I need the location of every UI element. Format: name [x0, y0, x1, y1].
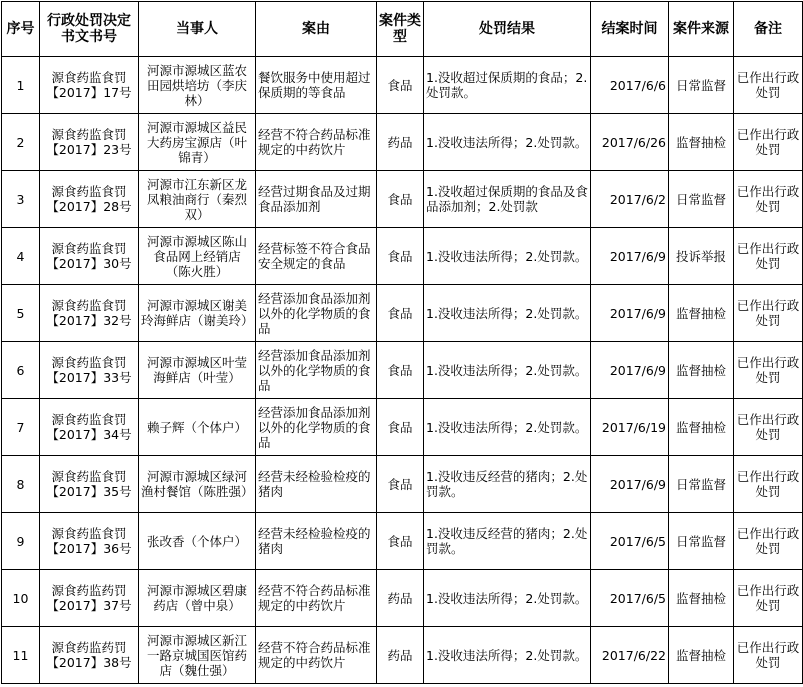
cell-doc-no: 源食药监食罚【2017】30号	[40, 228, 139, 285]
cell-cause: 经营未经检验检疫的猪肉	[256, 513, 377, 570]
cell-note: 已作出行政处罚	[734, 285, 803, 342]
cell-case-type: 药品	[377, 570, 424, 627]
cell-date: 2017/6/5	[591, 570, 669, 627]
table-row	[2, 456, 803, 513]
cell-source: 监督抽检	[669, 114, 734, 171]
cell-note: 已作出行政处罚	[734, 114, 803, 171]
cell-no: 11	[2, 627, 40, 684]
cell-doc-no: 源食药监食罚【2017】34号	[40, 399, 139, 456]
cell-no: 7	[2, 399, 40, 456]
cell-party: 赖子辉（个体户）	[139, 399, 256, 456]
cell-case-type: 食品	[377, 513, 424, 570]
cell-source: 监督抽检	[669, 285, 734, 342]
cell-cause: 经营未经检验检疫的猪肉	[256, 456, 377, 513]
cell-source: 日常监督	[669, 513, 734, 570]
cell-note: 已作出行政处罚	[734, 228, 803, 285]
cell-doc-no: 源食药监食罚【2017】17号	[40, 57, 139, 114]
cell-date: 2017/6/19	[591, 399, 669, 456]
cell-result: 1.没收违法所得；2.处罚款。	[424, 399, 591, 456]
cell-cause: 经营添加食品添加剂以外的化学物质的食品	[256, 399, 377, 456]
cell-case-type: 药品	[377, 627, 424, 684]
header-case-type: 案件类型	[377, 2, 424, 57]
cell-result: 1.没收违法所得；2.处罚款。	[424, 342, 591, 399]
cell-case-type: 食品	[377, 399, 424, 456]
header-result: 处罚结果	[424, 2, 591, 57]
cell-note: 已作出行政处罚	[734, 57, 803, 114]
table-row	[2, 342, 803, 399]
cell-party: 张改香（个体户）	[139, 513, 256, 570]
cell-cause: 经营过期食品及过期食品添加剂	[256, 171, 377, 228]
header-cause: 案由	[256, 2, 377, 57]
header-doc-no: 行政处罚决定书文书号	[40, 2, 139, 57]
cell-date: 2017/6/6	[591, 57, 669, 114]
cell-note: 已作出行政处罚	[734, 456, 803, 513]
table-row	[2, 399, 803, 456]
header-party: 当事人	[139, 2, 256, 57]
table-row	[2, 171, 803, 228]
cell-source: 日常监督	[669, 57, 734, 114]
cell-date: 2017/6/22	[591, 627, 669, 684]
header-no: 序号	[2, 2, 40, 57]
header-date: 结案时间	[591, 2, 669, 57]
cell-party: 河源市源城区碧康药店（曾中泉）	[139, 570, 256, 627]
cell-no: 10	[2, 570, 40, 627]
cell-doc-no: 源食药监食罚【2017】23号	[40, 114, 139, 171]
cell-doc-no: 源食药监药罚【2017】37号	[40, 570, 139, 627]
cell-note: 已作出行政处罚	[734, 399, 803, 456]
cell-note: 已作出行政处罚	[734, 171, 803, 228]
table-row	[2, 57, 803, 114]
cell-party: 河源市源城区陈山食品网上经销店（陈火胜）	[139, 228, 256, 285]
cell-note: 已作出行政处罚	[734, 513, 803, 570]
table-row	[2, 627, 803, 684]
cell-doc-no: 源食药监食罚【2017】32号	[40, 285, 139, 342]
cell-date: 2017/6/2	[591, 171, 669, 228]
cell-party: 河源市源城区叶莹海鲜店（叶莹）	[139, 342, 256, 399]
table-row	[2, 114, 803, 171]
cell-note: 已作出行政处罚	[734, 342, 803, 399]
cell-doc-no: 源食药监食罚【2017】28号	[40, 171, 139, 228]
cell-cause: 餐饮服务中使用超过保质期的等食品	[256, 57, 377, 114]
table-row	[2, 228, 803, 285]
cell-case-type: 药品	[377, 114, 424, 171]
cell-result: 1.没收违法所得；2.处罚款。	[424, 627, 591, 684]
cell-cause: 经营不符合药品标准规定的中药饮片	[256, 570, 377, 627]
table-header	[2, 2, 803, 57]
cell-doc-no: 源食药监食罚【2017】35号	[40, 456, 139, 513]
cell-source: 日常监督	[669, 171, 734, 228]
cell-note: 已作出行政处罚	[734, 570, 803, 627]
cell-case-type: 食品	[377, 342, 424, 399]
table-body	[2, 57, 803, 684]
cell-date: 2017/6/9	[591, 285, 669, 342]
cell-date: 2017/6/26	[591, 114, 669, 171]
cell-doc-no: 源食药监食罚【2017】36号	[40, 513, 139, 570]
cell-result: 1.没收违反经营的猪肉；2.处罚款。	[424, 456, 591, 513]
cell-party: 河源市源城区谢美玲海鲜店（谢美玲）	[139, 285, 256, 342]
cell-source: 投诉举报	[669, 228, 734, 285]
cell-doc-no: 源食药监食罚【2017】33号	[40, 342, 139, 399]
cell-result: 1.没收违法所得；2.处罚款。	[424, 285, 591, 342]
cell-date: 2017/6/9	[591, 228, 669, 285]
penalty-table	[1, 1, 803, 684]
cell-case-type: 食品	[377, 57, 424, 114]
cell-date: 2017/6/9	[591, 342, 669, 399]
cell-case-type: 食品	[377, 171, 424, 228]
cell-no: 6	[2, 342, 40, 399]
cell-cause: 经营不符合药品标准规定的中药饮片	[256, 627, 377, 684]
cell-party: 河源市源城区绿河渔村餐馆（陈胜强）	[139, 456, 256, 513]
cell-source: 监督抽检	[669, 399, 734, 456]
cell-doc-no: 源食药监药罚【2017】38号	[40, 627, 139, 684]
table-row	[2, 513, 803, 570]
cell-no: 8	[2, 456, 40, 513]
cell-note: 已作出行政处罚	[734, 627, 803, 684]
cell-party: 河源市江东新区龙凤粮油商行（秦烈双）	[139, 171, 256, 228]
cell-cause: 经营添加食品添加剂以外的化学物质的食品	[256, 285, 377, 342]
cell-case-type: 食品	[377, 285, 424, 342]
cell-no: 9	[2, 513, 40, 570]
cell-result: 1.没收超过保质期的食品及食品添加剂；2.处罚款	[424, 171, 591, 228]
cell-no: 5	[2, 285, 40, 342]
cell-result: 1.没收超过保质期的食品；2.处罚款。	[424, 57, 591, 114]
cell-result: 1.没收违反经营的猪肉；2.处罚款。	[424, 513, 591, 570]
cell-no: 4	[2, 228, 40, 285]
cell-source: 监督抽检	[669, 342, 734, 399]
header-note: 备注	[734, 2, 803, 57]
cell-no: 1	[2, 57, 40, 114]
cell-no: 3	[2, 171, 40, 228]
cell-cause: 经营标签不符合食品安全规定的食品	[256, 228, 377, 285]
cell-no: 2	[2, 114, 40, 171]
cell-result: 1.没收违法所得；2.处罚款。	[424, 114, 591, 171]
cell-date: 2017/6/5	[591, 513, 669, 570]
cell-party: 河源市源城区新江一路京城国医馆药店（魏仕强）	[139, 627, 256, 684]
cell-case-type: 食品	[377, 456, 424, 513]
cell-source: 监督抽检	[669, 627, 734, 684]
cell-source: 日常监督	[669, 456, 734, 513]
header-source: 案件来源	[669, 2, 734, 57]
cell-party: 河源市源城区益民大药房宝源店（叶锦青）	[139, 114, 256, 171]
cell-result: 1.没收违法所得；2.处罚款。	[424, 570, 591, 627]
cell-case-type: 食品	[377, 228, 424, 285]
cell-date: 2017/6/9	[591, 456, 669, 513]
cell-result: 1.没收违法所得；2.处罚款。	[424, 228, 591, 285]
table-row	[2, 570, 803, 627]
table-row	[2, 285, 803, 342]
cell-source: 监督抽检	[669, 570, 734, 627]
cell-cause: 经营添加食品添加剂以外的化学物质的食品	[256, 342, 377, 399]
cell-cause: 经营不符合药品标准规定的中药饮片	[256, 114, 377, 171]
cell-party: 河源市源城区蓝农田园烘培坊（李庆林）	[139, 57, 256, 114]
